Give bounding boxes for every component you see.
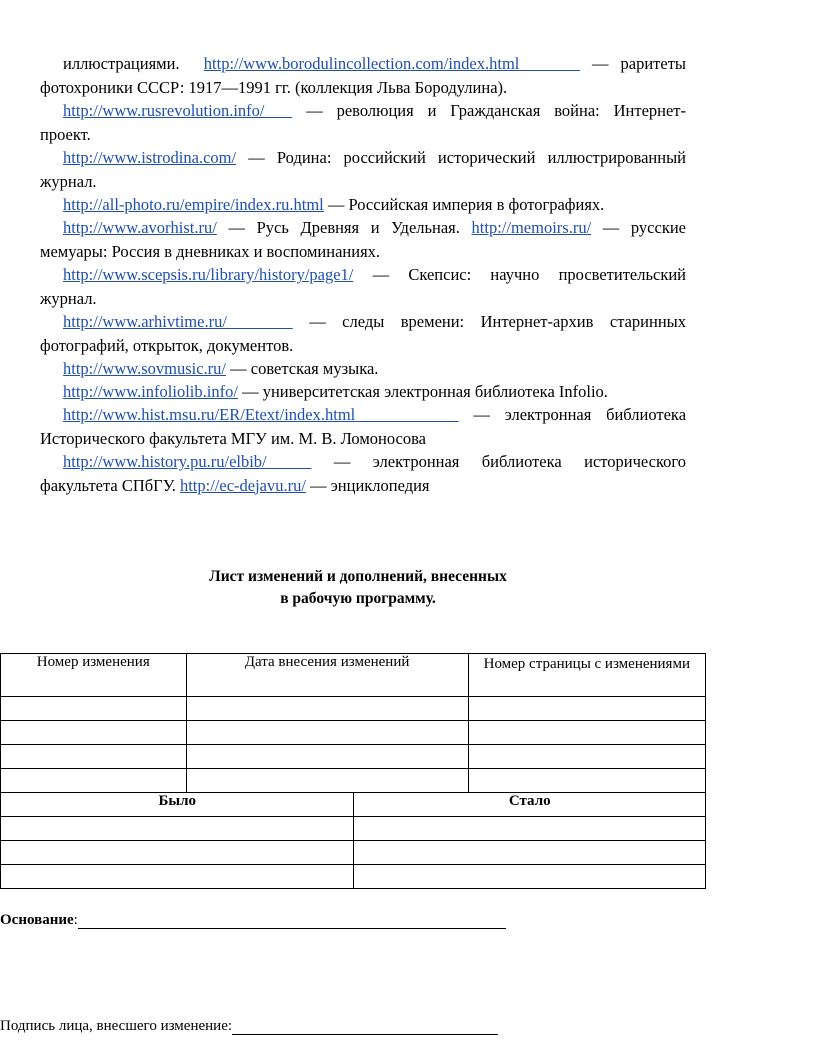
changes-table bbox=[0, 653, 706, 793]
ref-7 bbox=[40, 310, 686, 357]
ref-11 bbox=[40, 450, 686, 497]
ref-3-text: — Родина: российский исторический иллюстрированный bbox=[248, 148, 686, 167]
table-cell[interactable] bbox=[1, 865, 354, 889]
table-cell[interactable] bbox=[1, 769, 187, 793]
ref-1-text: раритеты bbox=[620, 54, 687, 73]
basis-field[interactable] bbox=[78, 910, 506, 929]
ref-2 bbox=[40, 99, 686, 146]
ref-4 bbox=[40, 193, 686, 217]
basis-colon: : bbox=[73, 912, 78, 928]
before-after-table bbox=[0, 792, 706, 889]
table-cell[interactable] bbox=[468, 769, 705, 793]
link-arhivtime[interactable]: http://www.arhivtime.ru/ bbox=[63, 312, 227, 331]
ref-11-text-3: — энциклопедия bbox=[310, 475, 430, 495]
link-istrodina[interactable]: http://www.istrodina.com/ bbox=[63, 148, 237, 167]
basis-label: Основание bbox=[0, 912, 74, 928]
ref-11-text-2: факультета СПбГУ. bbox=[40, 475, 176, 495]
ref-2-text-2: проект. bbox=[40, 124, 91, 144]
ref-10 bbox=[40, 403, 686, 450]
ref-6-text: — Скепсис: научно просветительский bbox=[372, 265, 687, 284]
link-avorhist[interactable]: http://www.avorhist.ru/ bbox=[63, 218, 217, 237]
ref-9-text: — университетская электронная библиотека Infolio. bbox=[242, 382, 608, 401]
ref-10-text-2: Исторического факультета МГУ им. М. В. Ломоносова bbox=[40, 428, 427, 448]
ref-3-text-2: журнал. bbox=[40, 171, 97, 191]
table-cell[interactable] bbox=[1, 721, 187, 745]
signature-line bbox=[0, 1016, 498, 1035]
ref-1-text-2: фотохроники СССР: 1917—1991 гг. (коллекция Льва Бородулина). bbox=[40, 77, 508, 97]
table-cell[interactable] bbox=[354, 817, 706, 841]
ref-6-text-2: журнал. bbox=[40, 288, 97, 308]
table-cell[interactable] bbox=[1, 745, 187, 769]
link-borodulin[interactable]: http://www.borodulincollection.com/index.html bbox=[203, 54, 520, 73]
header-before: Было bbox=[1, 793, 354, 817]
table-cell[interactable] bbox=[354, 865, 706, 889]
link-rusrevolution[interactable]: http://www.rusrevolution.info/ bbox=[63, 101, 265, 120]
ref-2-text: — революция и Гражданская война: Интернет- bbox=[306, 101, 687, 120]
link-all-photo[interactable]: http://all-photo.ru/empire/index.ru.html bbox=[63, 195, 324, 214]
table-cell[interactable] bbox=[468, 697, 705, 721]
dash: — bbox=[591, 54, 609, 73]
header-page-number: Номер страницы с изменениями bbox=[468, 654, 705, 697]
ref-4-text: — Российская империя в фотографиях. bbox=[327, 195, 605, 214]
ref-10-text: — электронная библиотека bbox=[473, 405, 687, 424]
ref-3 bbox=[40, 146, 686, 193]
ref-8 bbox=[40, 357, 686, 381]
ref-7-text: — следы времени: Интернет-архив старинных bbox=[309, 312, 687, 331]
table-cell[interactable] bbox=[186, 697, 468, 721]
ref-5-text: — Русь Древняя и Удельная. bbox=[228, 218, 460, 237]
table-cell[interactable] bbox=[468, 721, 705, 745]
ref-7-text-2: фотографий, открыток, документов. bbox=[40, 335, 294, 355]
ref-8-text: — советская музыка. bbox=[230, 359, 379, 378]
ref-5-text-3: мемуары: Россия в дневниках и воспоминаниях. bbox=[40, 241, 381, 261]
ref-9 bbox=[40, 380, 686, 404]
ref-11-text: — электронная библиотека исторического bbox=[333, 452, 686, 471]
table-cell[interactable] bbox=[186, 745, 468, 769]
link-hist-msu[interactable]: http://www.hist.msu.ru/ER/Etext/index.html bbox=[63, 405, 356, 424]
table-cell[interactable] bbox=[354, 841, 706, 865]
changes-title-line-2: в рабочую программу. bbox=[280, 590, 436, 607]
ref-5-text-2: — русские bbox=[602, 218, 687, 237]
table-cell[interactable] bbox=[186, 769, 468, 793]
signature-field[interactable] bbox=[232, 1016, 498, 1035]
table-cell[interactable] bbox=[1, 817, 354, 841]
header-change-date: Дата внесения изменений bbox=[186, 654, 468, 697]
table-cell[interactable] bbox=[1, 697, 187, 721]
link-scepsis[interactable]: http://www.scepsis.ru/library/history/page1/ bbox=[63, 265, 354, 284]
link-sovmusic[interactable]: http://www.sovmusic.ru/ bbox=[63, 359, 227, 378]
basis-line bbox=[0, 910, 506, 929]
table-cell[interactable] bbox=[186, 721, 468, 745]
changes-title-line-1: Лист изменений и дополнений, внесенных bbox=[209, 568, 507, 585]
ref-1 bbox=[40, 52, 686, 99]
link-infoliolib[interactable]: http://www.infoliolib.info/ bbox=[63, 382, 238, 401]
header-change-number: Номер изменения bbox=[1, 654, 187, 697]
link-history-pu[interactable]: http://www.history.pu.ru/elbib/ bbox=[63, 452, 267, 471]
table-cell[interactable] bbox=[468, 745, 705, 769]
link-memoirs[interactable]: http://memoirs.ru/ bbox=[471, 218, 592, 237]
ref-5 bbox=[40, 216, 686, 263]
ref-6 bbox=[40, 263, 686, 310]
table-cell[interactable] bbox=[1, 841, 354, 865]
ref-1-pre: иллюстрациями. bbox=[63, 54, 180, 73]
ref-1-line-1 bbox=[40, 52, 686, 76]
header-after: Стало bbox=[354, 793, 706, 817]
link-ec-dejavu[interactable]: http://ec-dejavu.ru/ bbox=[179, 475, 306, 495]
signature-label: Подпись лица, внесшего изменение: bbox=[0, 1018, 233, 1034]
